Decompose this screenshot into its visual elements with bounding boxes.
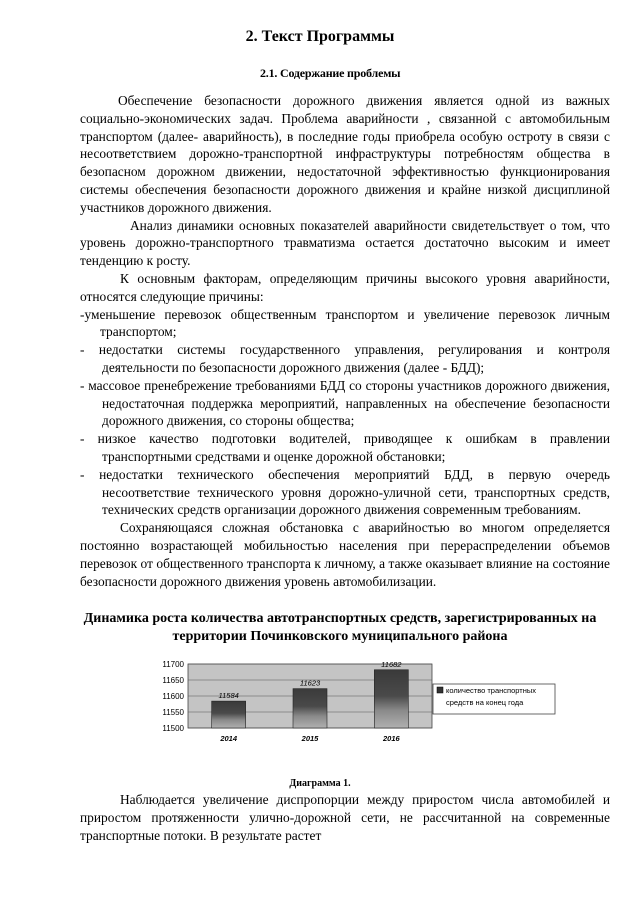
document-body [80,92,610,590]
y-tick-label: 11550 [162,708,184,717]
y-tick-label: 11600 [162,692,184,701]
paragraph-1: Обеспечение безопасности дорожного движения является одной из важных социально-экономических задач. Проблема аварийности , связанной с автомобильным транспортом (далее- аварийность), в последние годы приобрела особую остроту в связи с несоответствием дорожно-транспортной инфраструктуры потребностям общества в безопасном дорожном движении, недостаточной эффективностью функционирования системы обеспечения безопасности дорожного движения и крайне низкой дисциплиной участников дорожного движения. [80,93,610,215]
legend-label-line-1: количество транспортных [446,686,536,695]
paragraph-3: К основным факторам, определяющим причины высокого уровня аварийности, относятся следующие причины: [80,270,610,304]
paragraph-4: Сохраняющаяся сложная обстановка с аварийностью во многом определяется постоянно возрастающей мобильностью населения при перераспределении объемов перевозок от общественного транспорта к личному, а также оказывает влияние на состояние безопасности дорожного движения уровень автомобилизации. [80,520,610,589]
chart-heading: Динамика роста количества автотранспортных средств, зарегистрированных на территории Починковского муниципального района [83,611,597,644]
chart-legend [433,684,555,714]
x-tick-label-2015: 2015 [301,734,319,743]
paragraph-5: Наблюдается увеличение диспропорции между приростом числа автомобилей и приростом протяженности улично-дорожной сети, не рассчитанной на современные транспортные потоки. В результате растет [80,792,610,843]
x-tick-label-2014: 2014 [220,734,238,743]
list-item-3: - массовое пренебрежение требованиями БДД со стороны участников дорожного движения, недостаточная поддержка мероприятий, направленных на обеспечение безопасности дорожного движения, со стороны общества; [80,377,610,429]
paragraph-2: Анализ динамики основных показателей аварийности свидетельствует о том, что уровень дорожно-транспортного травматизма остается достаточно высоким и имеет тенденцию к росту. [80,217,610,269]
x-tick-label-2016: 2016 [382,734,400,743]
y-tick-label: 11500 [162,724,184,733]
bar-2016 [374,670,408,728]
data-label-2016: 11682 [381,659,402,669]
bar-2015 [293,689,327,728]
legend-label-line-2: средств на конец года [446,698,524,707]
bar-2014 [212,701,246,728]
list-item-5: - недостатки технического обеспечения мероприятий БДД, в первую очередь несоответствие технического уровня дорожно-уличной сети, транспортных средств, технических средств организации дорожного движения современным требованиям. [80,466,610,518]
y-tick-label: 11650 [162,676,184,685]
y-tick-label: 11700 [162,660,184,669]
section-title: 2. Текст Программы [245,28,395,45]
subsection-title: 2.1. Содержание проблемы [260,66,401,80]
data-label-2014: 11584 [218,691,239,701]
list-item-4: - низкое качество подготовки водителей, приводящее к ошибкам в правлении транспортными средствами и оценке дорожной обстановки; [80,431,610,464]
list-item-1: -уменьшение перевозок общественным транспортом и увеличение перевозок личным транспортом; [80,306,610,340]
document-body-continued [80,791,610,844]
list-item-2: - недостатки системы государственного управления, регулирования и контроля деятельности по безопасности дорожного движения (далее - БДД); [80,342,610,375]
bar-chart [150,654,560,754]
chart-caption: Диаграмма 1. [289,778,351,789]
data-label-2015: 11623 [299,678,321,688]
legend-swatch [437,687,443,693]
